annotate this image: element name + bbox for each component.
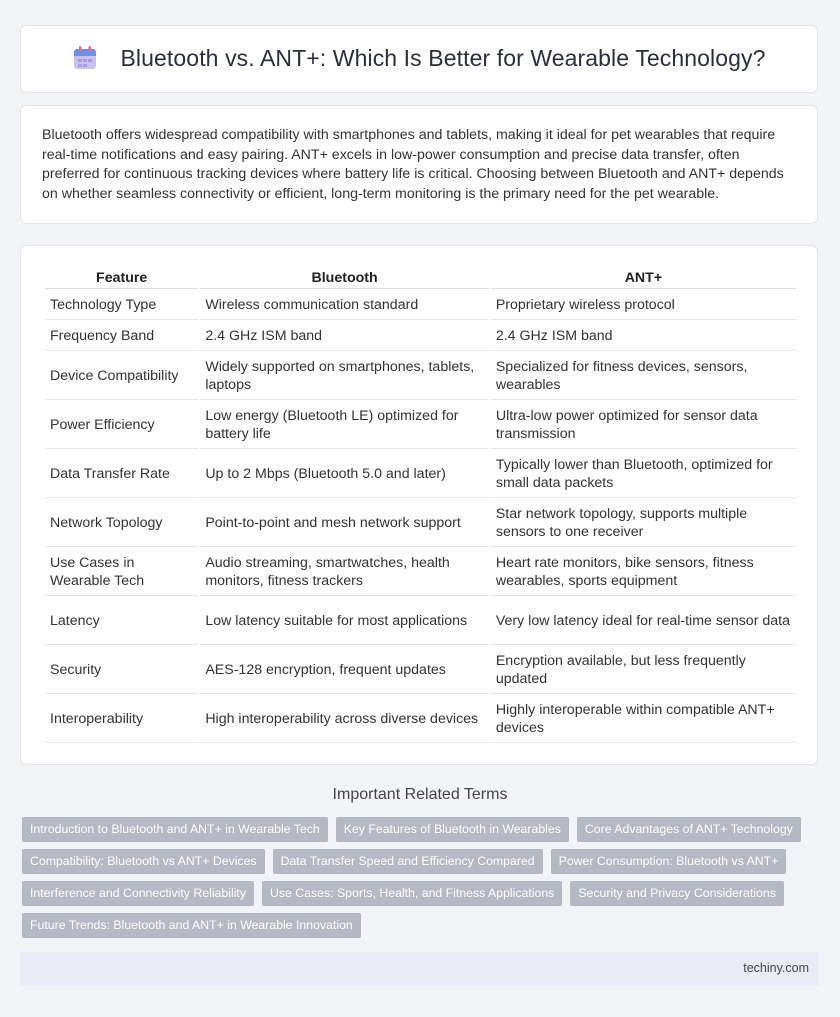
footer [20,952,819,986]
title-card [20,25,818,93]
antplus-cell: Typically lower than Bluetooth, optimized for small data packets [491,451,796,498]
comparison-table [43,266,798,745]
table-header-row [45,268,796,289]
related-terms-title: Important Related Terms [332,786,508,803]
intro-paragraph: Bluetooth offers widespread compatibility with smartphones and tablets, making it ideal for pet wearables that require real-time notifications and easy pairing. ANT+ excels in low-power consumption and precise data transfer, often preferred for continuous tracking devices where battery life is critical. Choosing between Bluetooth and ANT+ depends on whether seamless connectivity or efficient, long-term monitoring is the primary need for the pet wearable. [42,127,784,202]
header-bluetooth: Bluetooth [200,268,489,289]
comparison-card [20,245,818,765]
table-row [45,598,796,645]
bluetooth-cell: Wireless communication standard [200,291,489,320]
table-row [45,696,796,743]
antplus-cell: Heart rate monitors, bike sensors, fitness wearables, sports equipment [491,549,796,596]
feature-cell: Security [45,647,198,694]
table-row [45,402,796,449]
related-term-tag[interactable]: Key Features of Bluetooth in Wearables [336,817,569,842]
table-row [45,353,796,400]
related-term-tag[interactable]: Data Transfer Speed and Efficiency Compared [273,849,543,874]
header-feature: Feature [45,268,198,289]
intro-card [20,105,818,224]
table-row [45,647,796,694]
feature-cell: Latency [45,598,198,645]
table-row [45,291,796,320]
antplus-cell: Proprietary wireless protocol [491,291,796,320]
related-terms-list [22,817,812,945]
bluetooth-cell: 2.4 GHz ISM band [200,322,489,351]
table-row [45,322,796,351]
page-title-text: Bluetooth vs. ANT+: Which Is Better for Wearable Technology? [120,45,766,72]
antplus-cell: 2.4 GHz ISM band [491,322,796,351]
bluetooth-cell: Audio streaming, smartwatches, health monitors, fitness trackers [200,549,489,596]
calendar-icon [72,45,98,71]
feature-cell: Network Topology [45,500,198,547]
table-row [45,549,796,596]
bluetooth-cell: Low latency suitable for most applications [200,598,489,645]
page-title [72,45,765,73]
antplus-cell: Very low latency ideal for real-time sensor data [491,598,796,645]
antplus-cell: Specialized for fitness devices, sensors, wearables [491,353,796,400]
related-term-tag[interactable]: Power Consumption: Bluetooth vs ANT+ [551,849,787,874]
bluetooth-cell: Point-to-point and mesh network support [200,500,489,547]
feature-cell: Technology Type [45,291,198,320]
feature-cell: Frequency Band [45,322,198,351]
feature-cell: Power Efficiency [45,402,198,449]
footer-brand[interactable]: techiny.com [743,961,809,975]
bluetooth-cell: High interoperability across diverse devices [200,696,489,743]
header-antplus: ANT+ [491,268,796,289]
related-term-tag[interactable]: Compatibility: Bluetooth vs ANT+ Devices [22,849,265,874]
feature-cell: Use Cases in Wearable Tech [45,549,198,596]
bluetooth-cell: Low energy (Bluetooth LE) optimized for battery life [200,402,489,449]
antplus-cell: Star network topology, supports multiple sensors to one receiver [491,500,796,547]
bluetooth-cell: Up to 2 Mbps (Bluetooth 5.0 and later) [200,451,489,498]
feature-cell: Device Compatibility [45,353,198,400]
feature-cell: Interoperability [45,696,198,743]
antplus-cell: Highly interoperable within compatible ANT+ devices [491,696,796,743]
related-term-tag[interactable]: Core Advantages of ANT+ Technology [577,817,801,842]
antplus-cell: Encryption available, but less frequently updated [491,647,796,694]
related-term-tag[interactable]: Use Cases: Sports, Health, and Fitness Applications [262,881,562,906]
table-row [45,500,796,547]
related-term-tag[interactable]: Security and Privacy Considerations [570,881,784,906]
related-term-tag[interactable]: Introduction to Bluetooth and ANT+ in Wearable Tech [22,817,328,842]
related-term-tag[interactable]: Interference and Connectivity Reliability [22,881,254,906]
antplus-cell: Ultra-low power optimized for sensor data transmission [491,402,796,449]
related-term-tag[interactable]: Future Trends: Bluetooth and ANT+ in Wearable Innovation [22,913,361,938]
bluetooth-cell: Widely supported on smartphones, tablets, laptops [200,353,489,400]
bluetooth-cell: AES-128 encryption, frequent updates [200,647,489,694]
feature-cell: Data Transfer Rate [45,451,198,498]
table-row [45,451,796,498]
